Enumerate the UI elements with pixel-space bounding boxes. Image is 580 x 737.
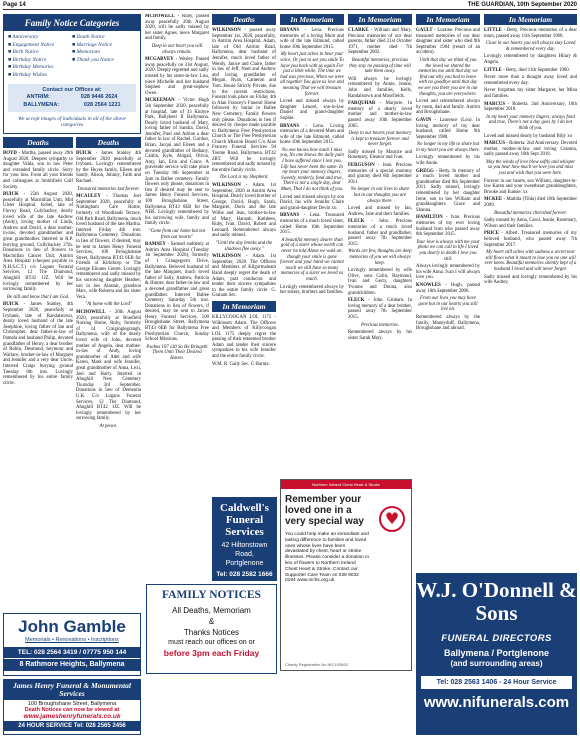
images-note: We accept images of individuals in all of the above categories <box>18 116 126 128</box>
notice-verse: In my heart your memory lingers, always fond and true, There's not a day goes by I do not think of you. <box>486 114 575 131</box>
caldwells-name: Caldwell's Funeral Services <box>220 502 269 538</box>
notice-entry: BRYANS - Lena. Precious memories of a loving Mum and wife of the late Edmund, called home 10th September 2015. <box>280 28 344 50</box>
notice-verse: Words are few, thoughts are deep memories of you we will always keep. <box>348 249 412 266</box>
notice-entry: BOYD - Martha, passed away 29th August 2020. Deepest sympathy to daughter Valda, son in law Peter and extended family circle. Sorry for your loss. From all your friends and colleagues at Smithfield Golf Society. <box>3 151 73 190</box>
notice-entry: Remembered always by his sister Sarah Mary. <box>348 330 412 341</box>
family-notices-line-1: All Deaths, Memoriam <box>172 606 251 615</box>
john-gamble-ad <box>3 613 141 676</box>
james-henry-website: www.jameshenryfunerals.co.uk <box>23 713 121 720</box>
memoriam-heading: In Memoriam <box>348 14 412 25</box>
deaths-column-1 <box>3 137 73 611</box>
notice-entry: Loved and missed dearly by husband Billy xo <box>484 133 573 139</box>
wj-odonnell-name: W.J. O'Donnell & Sons <box>416 578 577 625</box>
memoriam-heading: In Memoriam <box>280 14 344 25</box>
family-notices-deadline: before 3pm each Friday <box>163 648 260 658</box>
notice-verse: Psalms 107 v30 So He Bringeth Them Unto Their Desired Haven. <box>146 344 208 362</box>
james-henry-name: James Henry Funeral & Monumental Services <box>4 680 140 700</box>
notice-entry: BRYANS - Lena. Treasured memories of a much loved sister, called Home 10th September 2015. <box>280 213 344 236</box>
notice-verse: Be still and know that I am God. <box>6 294 70 300</box>
notice-entry: MARCUS - Roberta. 2nd Anniversary. Devoted mother, mother-in-law and loving Granma, sadly passed away 10th Sept 2018. <box>484 141 577 158</box>
notice-entry: Always lovingly remembered by his wife Anna. Ivan I will always love you. <box>416 264 480 281</box>
notice-entry: Loved and missed by Ian, Andrew, Jane and their families. <box>348 206 412 217</box>
notice-entry: Sadly missed and lovingly remembered by his wife Audrey. <box>484 274 577 286</box>
john-gamble-address: 8 Rathmore Heights, Ballymena <box>4 658 140 671</box>
notice-entry: CLARKE - William and Mary. Precious memories of our dear parents, father died 21st October 1971, mother died 7th September 2002. <box>348 28 412 56</box>
wj-odonnell-phone: Tel: 028 2563 1406 - 24 Hour Service <box>421 676 572 689</box>
notice-verse: "Until the day breaks and the shadows flee away." <box>215 240 273 252</box>
notice-entry: Lovingly remembered by daughters Hilary & Angela. <box>484 54 577 65</box>
notice-entry: BUICK - James Stanley, 4th September 2020, peacefully at Ivybank, late of Randalstown, dearly loved husband of the late Josephine, loving father of Ian and Christopher, dear father-in-law of Pamela and husband Philip, devoted grandfather of Henry, a dear brother of Robin, Desmond, Seymour and Wallace, brother-in-law of Margaret and Jennifer and a very dear Uncle. Interred Craigs burying ground Tuesday 8th inst. Lovingly remembered by his entire family circle. <box>3 302 73 386</box>
notice-verse: No longer in our lives to share but in our thoughts you are always there. <box>350 187 410 204</box>
phone-antrim: 028 9446 2624 <box>80 94 118 100</box>
office-antrim: ANTRIM: <box>26 94 50 100</box>
deaths-column-4 <box>212 14 276 494</box>
notice-entry: MCDOWELL - 20th August 2020, peacefully at Braefield Nursing Home, Ruby, formerly of 14 Craiginglegrangh, Ballymena, wife of the dearly loved wife of John, devoted mother of Angela, dear mother-in-law of Andy, loving grandmother of Adel and wife Karen, Mark and wife Jennifer, great grandmother of Anna, Lexi, Joel and Harry. Interred in Ahoghill New Cemetery Thursday 3rd September. Donations in lieu of Dementia U.K. C/o Logans Funeral Services, 12 The Diamond, Ahoghill BT42 1JZ. Will be lovingly remembered by her sorrowing family. <box>76 310 141 422</box>
notice-entry: MCAULEY - Thomas Joel September 2020, peacefully at Nottingham Care Home, formerly of Woodlands Terrace, Old Park Road, Ballymena, much loved husband of the late Martha. Interred Friday 4th inst. Ballymena Cemetery. Donations in lieu of flowers, if desired, may be sent to James Henry Funeral Services, 100 Broughshane Street, Ballymena BT43 6EB for Friends of Kirkthorp or The George Eliones Centre. Lovingly remembered and sadly missed by his sorrowing daughter Heather, son in law Alastair, grandson Marc, wife Roberta and his sister Vera. <box>76 194 141 300</box>
notice-verse: Beautiful memories, precious they stay no passing of time will take them away. <box>349 57 411 75</box>
notice-verse: Treasured memories last forever. <box>77 186 140 192</box>
notice-entry: W.M. R. Gaily Sec. G Harma. <box>212 361 270 367</box>
notice-verse: May the winds of love blow softly and whisper so you hear how much we love you and miss you and wish that you were here. <box>485 159 575 177</box>
family-notices-line-2: & <box>208 617 215 626</box>
notice-entry: Never forgotten my sister Margaret, her Mina and families. <box>484 88 577 99</box>
memoriam-column-5 <box>280 14 344 476</box>
james-henry-address: 100 Broughshane Street, Ballymena <box>27 701 117 707</box>
notice-verse: No one knows how much I miss you, No one knows the daily pain I have suffered since I lost you, Life has never been the same. In my heart your memory lingers, Sweetly, tenderly, fond and true, There is not a single day, dear Mum, That I do not think of you. <box>280 147 344 193</box>
notice-verse: My heart just aches to hear your voice, Or just to see you smile To have you back with us again For just a little while. The time we had was precious, When we were all together You gave us love and meaning That we will treasure forever. <box>280 52 344 97</box>
notice-entry: Loved and missed always by daughter Lenord, son-in-law Daniel and grand-daughter Sophie. <box>280 99 344 121</box>
john-gamble-name: John Gamble <box>18 617 126 636</box>
notice-entry: Never more than a thought away loved and remembered every day. <box>484 75 577 86</box>
notice-verse: My heart still aches with sadness a secret tear still flows what it meant to lose you no one will ever know. Beautiful memories silently kept of a husband I loved and will never forget. <box>484 250 577 272</box>
paper-dateline: THE GUARDIAN, 10th September 2020 <box>467 1 577 8</box>
notice-entry: Lovingly remembered always by her sisters, brothers and families. <box>280 284 344 296</box>
deaths-column-2 <box>76 137 141 611</box>
notice-entry: BRYANS - Lena. Loving memories of a devoted Mum and wife of the late Edmund, called home 10th September 2015. <box>280 123 344 146</box>
deaths-heading: Deaths <box>212 14 276 25</box>
office-ballymena: BALLYMENA: <box>23 102 60 108</box>
notice-categories-box <box>3 14 141 134</box>
james-henry-phone: 24 HOUR SERVICE Tel: 028 2565 2456 <box>4 721 140 731</box>
notice-verse: Deep in our hearts your memory is kept to treasure forever and never forget. <box>348 131 412 148</box>
notice-entry: WILKINSON - passed away September 1st, 2020, peacefully, in Antrim Area Hospital, Adam, late of Old Antrim Road, Ballymena, dear husband of Jennifer, much loved father of Wendy, Janice and Claire, father in law of Jeff, Noel and Andrew and loving grandfather of Megan, Ryan, Cameron and Tom. House Strictly Private, due to the current restrictions. Funeral took place on Friday 4th in Alan Francey's Funeral Home followed by burial in Ballee New Cemetery. Family flowers only please. Donations in lieu if desired by cheque made payable to Ballymena Free Presbyterian Church or The Free Presbyterian Church Mission Board C/o Alan Francey Funeral Services 94 Toome Road, Ballymena, BT42 2BT. Will be lovingly remembered and sadly missed by the entire family circle. <box>212 28 276 173</box>
notice-verse: The Lord is my Shepherd. <box>219 175 269 181</box>
nichs-body: You could help make an immediate and lasting difference to families and loved ones whose lives have been devastated by chest, heart or stroke illnesses. Please consider a donation in lieu of flowers to Northern Ireland Chest Heart & Stroke. Contact our Supporter Care Team on 028 9032 0184 www.nichs.org.uk <box>285 532 369 584</box>
notice-entry: MCGARVEY - Wesley. Passed away peacefully on 31st August, 2020. Deeply regretted and sadly missed by his sister-in-law Lisa, niece Michelle and her husband Stephen and great-nephew Owen. <box>145 57 209 96</box>
notice-entry: Sadly missed by Maurice and Rosemary, Eleanor and Ivan. <box>348 149 412 161</box>
notice-verse: "Gone from our home but not from our hearts" <box>148 228 206 240</box>
notice-entry: Lovingly remembered by wife Olive, sons Colin, Raymond, Ivan and Gerry, daughters Yvonne and Donna, also grandchildren. <box>348 268 412 296</box>
notice-entry: LITTLE - Betty, died 11th September 1960. <box>484 67 570 73</box>
notice-entry: FARQUHAR - Marjorie. In memory of a dearly loved mother and mother-in-law passed away 10th September 2005. <box>348 101 412 129</box>
caldwells-phone: Tel: 028 2582 1666 <box>216 571 273 578</box>
category-column-1 <box>8 34 72 79</box>
family-notices-title: FAMILY NOTICES <box>162 589 261 601</box>
notice-verse: No longer in my life to share but in my heart you are always there. <box>416 142 480 153</box>
deaths-heading: Deaths <box>3 137 73 148</box>
memoriam-column-8 <box>484 14 577 570</box>
notice-entry: WILKINSON - Adam. 1st September, 2020 at Antrim Area Hospital. Dearly loved brother of George, David, Hugh, Sarah, Margaret, Doris and the late Willie and Jean, brother-in-law of Mary, Hannah, Kathleen, Ruby, Ivan, David, Robert and Leonard. Remembered always and sadly missed. <box>212 183 276 239</box>
notice-entry: FLECK - John. Grubarn. In loving memory of a dear brother, passed away 7th September 2015. <box>348 298 412 320</box>
notice-verse: Beautiful memories cherished forever. <box>494 210 567 216</box>
caldwells-ad <box>212 497 277 581</box>
caldwells-address: 42 Hiltonstown Road, Portglenone <box>221 542 268 567</box>
notice-entry: Forever in our hearts, son William, daughter-in-law Karen and your sweetheart granddaughters, Brooke and Eunsie. xx <box>484 178 577 195</box>
contact-title: Contact our Offices at: <box>42 87 102 93</box>
notice-entry: WILKINSON - Adam. 1st September, 2020. The Officers and Members of Kilgortnaleam Band deeply regret the death of Adam, past conductor. and tender their sincere sympathies to the entire family circle. G. Graham Sec. <box>212 254 276 299</box>
john-gamble-phone: TEL: 028 2564 3419 / 07775 950 144 <box>4 647 140 658</box>
memoriam-heading: In Memoriam <box>484 14 577 25</box>
notice-entry: Will always be lovingly remembered by Annie, Jeanie, John and families, Kells, Randalstown and Moorfields. <box>348 76 412 99</box>
wj-odonnell-sub: FUNERAL DIRECTORS <box>441 633 552 644</box>
notice-entry: Sadly missed by Anna, Carol, Jeanie, Rosemary, Wilson and their families. <box>484 218 577 229</box>
category-item: ■ Birthday Memories <box>8 64 54 70</box>
wj-odonnell-ad <box>416 573 577 735</box>
notice-entry: Lovingly remembered by his wife Annie. <box>416 155 480 167</box>
wj-odonnell-area: (and surrounding areas) <box>450 659 543 668</box>
category-item: ■ Death Notice <box>72 34 105 40</box>
page-header <box>3 0 577 10</box>
category-item: ■ Thank you Notice <box>72 56 114 63</box>
page-number: Page 14 <box>3 1 26 8</box>
notice-entry: MARCUS - Roberta. 2nd Anniversary, 10th September 2018. <box>484 101 577 113</box>
family-notices-deadline-ad <box>146 584 277 674</box>
notice-verse: Until that day we think of you the loved we shared the memories too until that day we find out why you had to leave with no goodbye until that day we see you there you are in our thoughts, you are everywhere. <box>418 57 478 97</box>
memoriam-heading: In Memoriam <box>416 14 480 25</box>
wj-odonnell-place: Ballymena / Portglenone <box>443 648 550 658</box>
notice-verse: Deep in our heart you will always remain. <box>151 43 203 55</box>
notice-entry: BUICK - James Stanley 4th September 2020 peacefully at Ivybank. Lovingly remembered by the Hoyes family, Eileen and Sandy, Alison, Johnny, Faith and Rachael. <box>76 151 141 184</box>
category-item: ■ Engagement Notice <box>8 41 55 48</box>
category-item: ■ Birthday Notice <box>8 56 47 63</box>
categories-title: Family Notice Categories <box>4 15 140 31</box>
james-henry-online: Death Notices can now be viewed at <box>24 707 120 713</box>
john-gamble-services: Memorials • Renovations • Inscriptions <box>25 637 119 643</box>
notice-verse: "At home with the Lord" <box>85 302 132 308</box>
nichs-ad <box>280 479 412 671</box>
notice-entry: LITTLE - Betty. Precious memories of a dear mum, passed away 11th September 1960. <box>484 28 577 39</box>
notice-entry: GAVIN - Laurence (Lou). In loving memory of my dear husband, called Home 9th September 1988. <box>416 117 480 140</box>
memoriam-heading: In Memoriam <box>212 301 276 312</box>
category-list <box>4 31 140 82</box>
category-item: ■ Memoriam <box>72 49 100 55</box>
phone-ballymena: 028 2564 1221 <box>83 102 121 108</box>
notice-entry: MCKEE - Matilda (Tilda) died 10th September 2009. <box>484 197 577 209</box>
notice-entry: Loved and remembered always by mum, dad and family. Antrim and Broughshane. <box>416 99 480 116</box>
notice-entry: RAMSEY - Samuel suddenly at Antrim Area Hospital (Tuesday 1st September 2020), formerly of 1 Grangegorm Drive, Ballymena. Beloved husband of the late Margaret, much loved father of Sally, Andrew, Patricia & Hunter, dear father-in-law and a devoted grandfather and great grandfather. Interred Ballee Cemetery Saturday 5th inst. Donations in lieu of flowers, if desired, may be sent to James Henry Funeral Services, 100 Broughshane Street, Ballymena BT43 6EB for Ballymena Free Presbyterian Church, Sunday School Missions. <box>145 242 209 343</box>
notice-entry: KILLYCOOGAN LOL 1175 - Wilkinson Adam. The Officers and Members of Killycoogan LOL 1175 deeply regret the passing of their esteemed brother Adam and tender their sincere sympathies to his wife Jennifer and the entire family circle. <box>212 314 276 360</box>
notice-entry: Loved and missed always by son David, his wife Jennifer Claire and grand-daughter Devin xo. <box>280 194 344 211</box>
nichs-headline: Remember your loved one in a very special way <box>285 494 364 527</box>
nichs-top: Northern Ireland Chest Heart & Stroke <box>281 480 411 489</box>
notice-verse: At peace. <box>99 423 118 429</box>
heart-icon: ♥ <box>379 506 405 532</box>
category-item: ■ Birth Notice <box>8 49 39 55</box>
family-notices-line-3: Thanks Notices <box>183 628 240 637</box>
category-column-2 <box>72 34 136 79</box>
notice-entry: HAMILTON - Ivan. Precious memories of my ever loving husband Ivan who passed away 8th September 2015. <box>416 215 480 238</box>
notice-verse: Precious memories. <box>361 322 399 328</box>
notice-verse: Close in our hearts you will always stay Loved & remembered every day. <box>485 41 576 52</box>
category-item: ■ Birthday Wishes <box>8 71 48 78</box>
notice-entry: BUICK - 25th August 2020, peacefully at Macmillan Unit, Mid Ulster Hospital, Isobel, late of Finvoy Road, Culybackey, dearly loved wife of the late Andrew (Andy), loving mother of Linda, Andrew and David, a dear mother-in-law, devoted grandmother and great grandmother. Interred in R.P. burying ground, Cullybackey 27th. Donations in lieu of flowers to Macmillan Cancer Unit, Antrim Area Hospital (cheques payable to N.H.S.C.T.) c/o Logans Funeral Services, 12 The Diamond, Ahoghill BT42 1JZ. Will be lovingly remembered by her sorrowing family. <box>3 192 73 293</box>
category-item: ■ Marriage Notice <box>72 41 112 48</box>
contact-offices <box>8 84 136 112</box>
deaths-column-3 <box>145 14 209 610</box>
notice-entry: MCDOWELL - Ruby, passed away peacefully 20th August 2020, will be sadly missed by her sister Agnes, niece Margaret and family. <box>145 14 209 42</box>
category-item: ■ Anniversary <box>8 34 39 40</box>
wj-odonnell-website: www.nifunerals.com <box>423 694 570 711</box>
nichs-charity: Charity Registration No NIC103593 <box>285 662 348 667</box>
deaths-heading: Deaths <box>76 137 141 148</box>
notice-entry: GREGG - Betty. In memory of a much loved mother and grandmother died 8th September 2011. Sadly missed, lovingly remembered by her daughter Irene, son in law William and granddaughters Grace and Shanna. <box>416 168 480 213</box>
notice-entry: Remembered always by the family, Moneyduff, Ballymena, Broughshane and abroad. <box>416 314 480 332</box>
notice-entry: FERGUSON - Jean. Precious memories of a special mummy and granny died 8th September 2011. <box>348 163 412 185</box>
notice-entry: MCKEEMAN - Victor Hugh 5th September 2020, peacefully at hospital, late of 33 Kinlyre Park, Ballykeel II Ballymena. Dearly loved husband of Mary, loving father of Sandra, David, Jennifer, Paul and Adrian a dear father in law of Rachel, Gordon, Brian, Jacqui and Eileen and a devoted grandfather of Bethany, Caitlin, Kyle, Abigail, Olivia, Amy, Ian, Erin and Grace. A graveside service will take place on Tuesday 8th September at 2pm in Ballee cemetery. Family flowers only please, donations in lieu if desired may be sent to James Henry Funeral Services, 100 Broughshane Street, Ballymena BT43 6EB for the NHS. Lovingly remembered by his sorrowing wife, family and family circle. <box>145 98 209 227</box>
notice-entry: PRICE - Albert. Treasured memories of my beloved husband, who passed away 7th September 2017. <box>484 231 577 248</box>
family-notices-line-4: must reach our offices on or <box>168 639 255 646</box>
james-henry-ad <box>3 679 141 735</box>
notice-verse: From our lives you may have gone but in our hearts you still live on. <box>418 296 478 313</box>
notice-entry: GAULT - Loraine. Precious and treasured memories of our dear daughter and sister who died 9th September 1984 (result of an accident). <box>416 28 480 56</box>
memoriam-column-7 <box>416 14 480 570</box>
notice-verse: Your love is always with me your photo we can call in life I loved you dearly in death I love you still. <box>416 239 480 262</box>
notice-verse: A beautiful memory dearer than gold of a sister whose worth can never be told Alone we walk on, though your smile is gone forever and your hand we cannot touch we still have so many memories of a sister we loved so much. <box>280 237 344 282</box>
notice-entry: KNOWLES - Hugh, passed away 10th September 2006. <box>416 282 480 294</box>
notice-entry: FLECK - John. Precious memories of a much loved husband, father and grandfather, passed away 7th September 2015. <box>348 219 412 247</box>
